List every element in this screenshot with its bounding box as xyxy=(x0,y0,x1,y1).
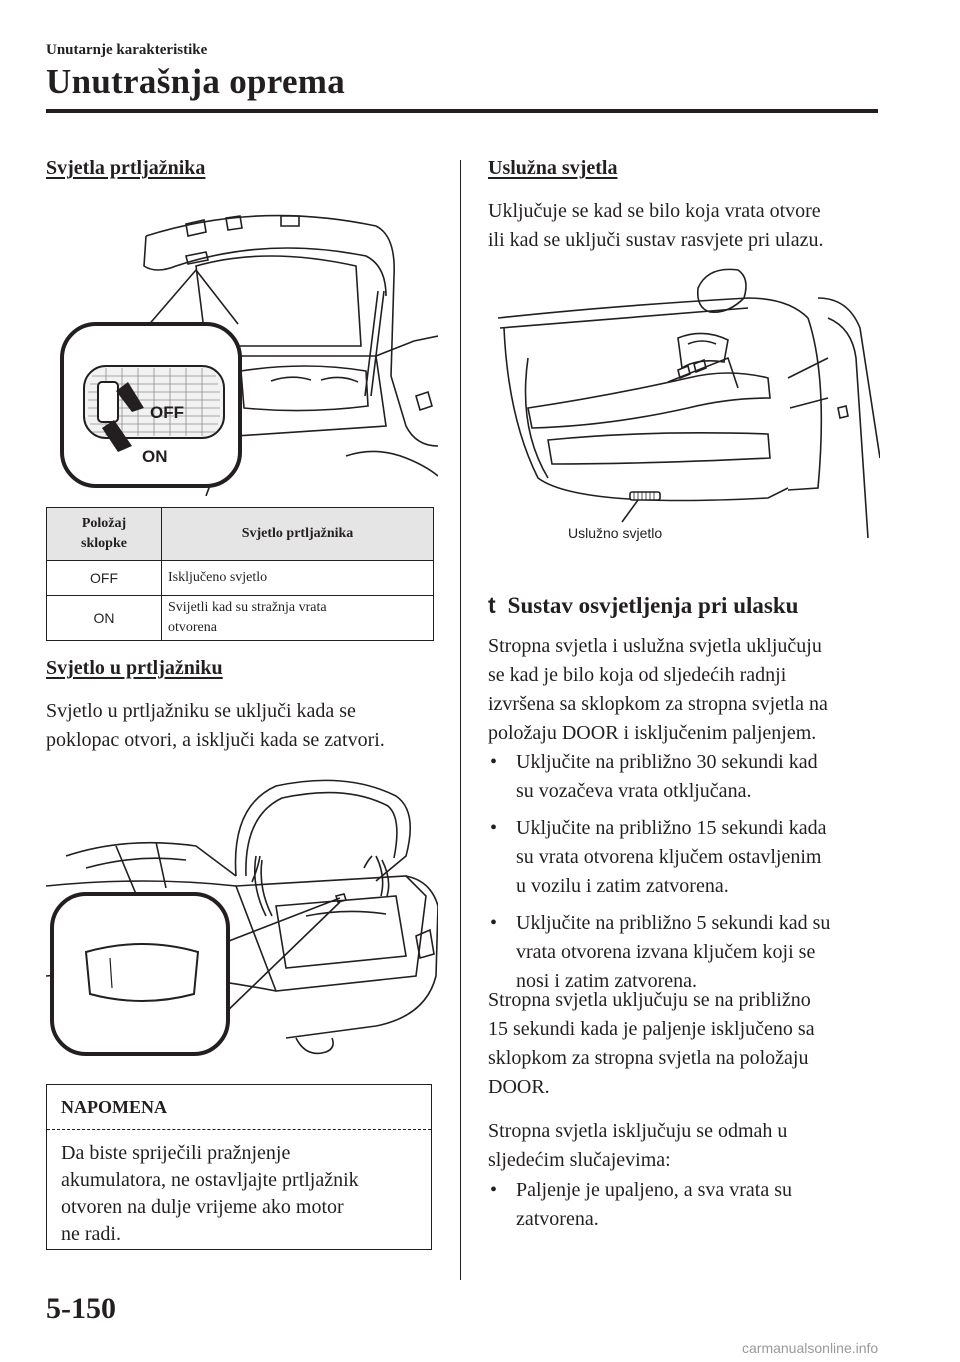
list-item: • Uključite na približno 30 sekundi kad su vozačeva vrata otključana. xyxy=(488,748,888,806)
door-courtesy-light-illustration xyxy=(488,258,880,548)
luggage-light-heading: Svjetlo u prtljažniku xyxy=(46,657,223,679)
note-heading: NAPOMENA xyxy=(47,1085,431,1130)
table-header-light: Svjetlo prtljažnika xyxy=(162,508,434,561)
liftgate-switch-illustration xyxy=(46,196,438,496)
watermark: carmanualsonline.info xyxy=(742,1340,879,1356)
list-item: • Uključite na približno 15 sekundi kada su vrata otvorena ključem ostavljenim u vozilu i zatim zatvorena. xyxy=(488,814,888,901)
off-label: OFF xyxy=(150,403,184,422)
column-divider xyxy=(460,160,461,1280)
switch-position-table xyxy=(46,507,434,641)
title-rule xyxy=(46,109,878,113)
list-item: • Uključite na približno 5 sekundi kad su vrata otvorena izvana ključem koji se nosi i zatim zatvorena. xyxy=(488,909,888,996)
page-title: Unutrašnja oprema xyxy=(46,62,346,101)
page-number: 5-150 xyxy=(46,1292,116,1325)
note-box xyxy=(46,1084,432,1250)
trunk-lid-illustration xyxy=(46,776,438,1060)
section-label: Unutarnje karakteristike xyxy=(46,42,208,58)
courtesy-lights-heading: Uslužna svjetla xyxy=(488,157,618,179)
list-item: • Paljenje je upaljeno, a sva vrata su zatvorena. xyxy=(488,1176,888,1234)
trunk-lights-heading: Svjetla prtljažnika xyxy=(46,157,206,179)
note-body: Da biste spriječili pražnjenje akumulatora, ne ostavljajte prtljažnik otvoren na dulje vrijeme ako motor ne radi. xyxy=(61,1142,359,1245)
table-row: ON Svijetli kad su stražnja vrata otvorena xyxy=(47,596,434,641)
luggage-light-text: Svjetlo u prtljažniku se uključi kada se poklopac otvori, a isključi kada se zatvori. xyxy=(46,700,385,751)
table-header-position: Položaj sklopke xyxy=(47,508,162,561)
entry-lighting-intro: Stropna svjetla i uslužna svjetla uključuju se kad je bilo koja od sljedećih radnji izvršena sa sklopkom za stropna svjetla na položaju DOOR i isključenim paljenjem. xyxy=(488,635,828,744)
entry-lighting-door-paragraph: Stropna svjetla uključuju se na približno 15 sekundi kada je paljenje isključeno sa sklopkom za stropna svjetla na položaju DOOR. xyxy=(488,989,815,1098)
on-label: ON xyxy=(142,447,168,466)
table-row: OFF Isključeno svjetlo xyxy=(47,561,434,596)
courtesy-lights-text: Uključuje se kad se bilo koja vrata otvore ili kad se uključi sustav rasvjete pri ulazu. xyxy=(488,200,824,251)
entry-lighting-conditions xyxy=(488,748,888,1004)
entry-lighting-off-conditions xyxy=(488,1176,888,1242)
courtesy-light-caption: Uslužno svjetlo xyxy=(568,525,663,541)
entry-lighting-heading: t Sustav osvjetljenja pri ulasku xyxy=(488,592,799,618)
entry-lighting-off-paragraph: Stropna svjetla isključuju se odmah u sljedećim slučajevima: xyxy=(488,1120,788,1171)
